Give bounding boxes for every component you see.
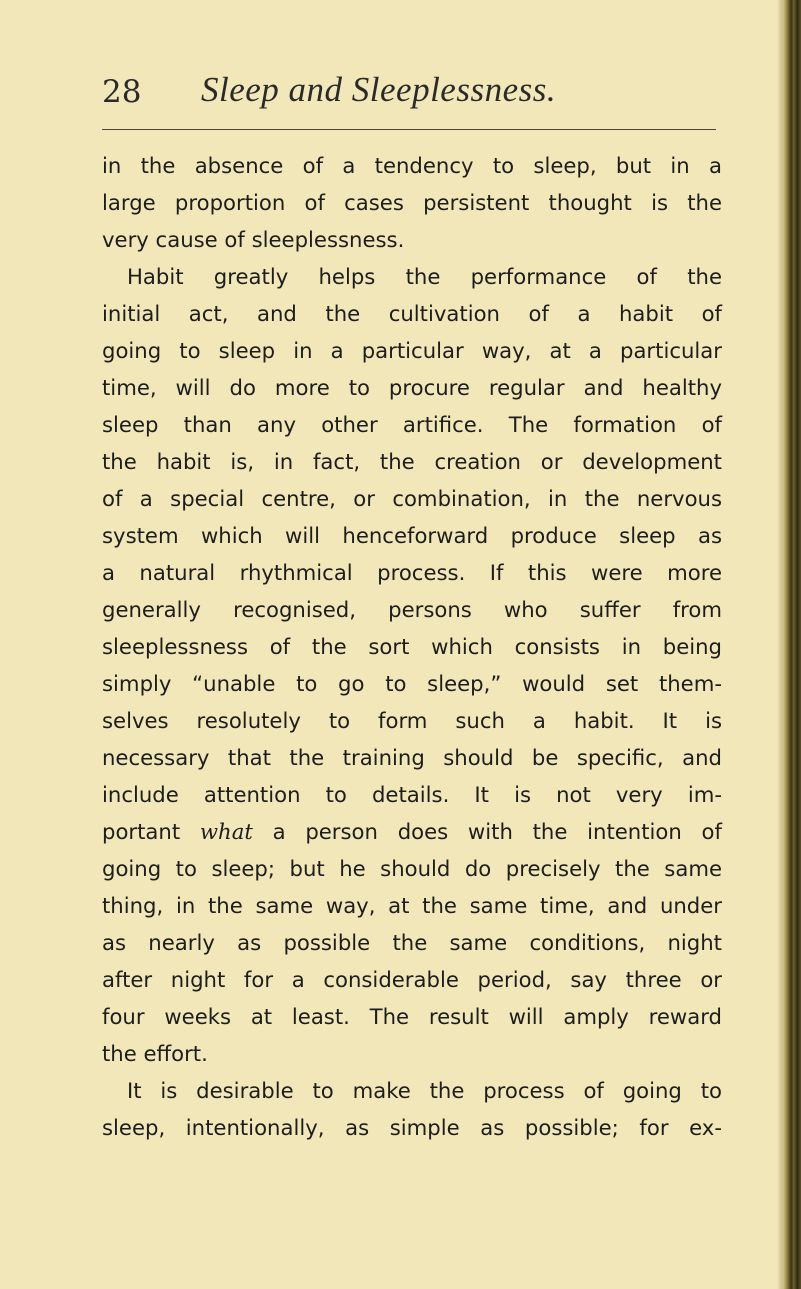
text-line: the habit is, in fact, the creation or development [102,449,722,474]
text-line: generally recognised, persons who suffer from [102,597,722,622]
text-line: sleep than any other artifice. The formation of [102,412,722,437]
text-line: after night for a considerable period, say three or [102,967,722,992]
body-text [102,147,722,1146]
text-line: large proportion of cases persistent thought is the [102,190,722,215]
text-fragment: a person does with the intention of [272,819,722,844]
text-line: selves resolutely to form such a habit. It is [102,708,722,733]
text-line: necessary that the training should be specific, and [102,745,722,770]
text-line: time, will do more to procure regular and healthy [102,375,722,400]
text-line: going to sleep in a particular way, at a particular [102,338,722,363]
text-line: It is desirable to make the process of going to [127,1078,722,1103]
italic-emphasis: what [199,819,253,844]
text-line: a natural rhythmical process. If this were more [102,560,722,585]
text-line: four weeks at least. The result will amply reward [102,1004,722,1029]
text-line: sleeplessness of the sort which consists in being [102,634,722,659]
text-line: of a special centre, or combination, in the nervous [102,486,722,511]
text-fragment: portant [102,819,181,844]
text-line: the effort. [102,1041,208,1066]
text-line: Habit greatly helps the performance of the [127,264,722,289]
text-line: simply “unable to go to sleep,” would set them- [102,671,722,696]
text-line: include attention to details. It is not very im- [102,782,722,807]
text-line-with-italic [102,813,722,850]
running-title: Sleep and Sleeplessness. [201,70,557,109]
text-line: initial act, and the cultivation of a habit of [102,301,722,326]
text-line: as nearly as possible the same conditions, night [102,930,722,955]
text-line: sleep, intentionally, as simple as possible; for ex- [102,1115,722,1140]
text-line: in the absence of a tendency to sleep, but in a [102,153,722,178]
text-line: system which will henceforward produce sleep as [102,523,722,548]
text-line: very cause of sleeplessness. [102,227,405,252]
text-line: thing, in the same way, at the same time, and under [102,893,722,918]
book-edge [783,0,801,1289]
page-header [102,70,742,120]
page-number: 28 [102,74,142,110]
text-line: going to sleep; but he should do precisely the same [102,856,722,881]
header-rule [102,129,716,130]
